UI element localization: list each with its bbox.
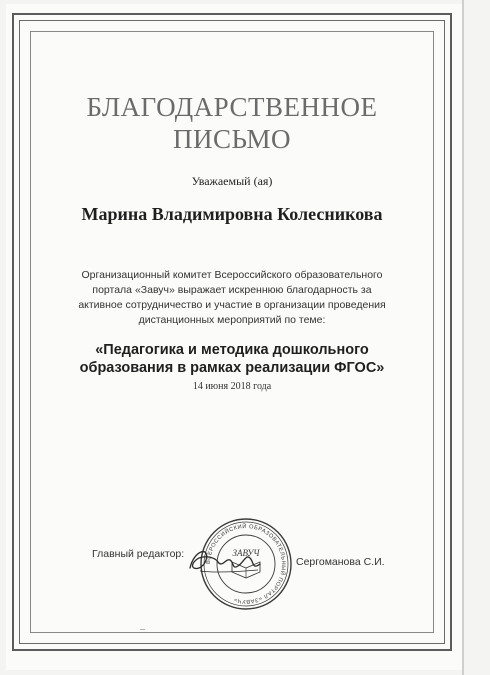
body-line: портала «Завуч» выражает искреннюю благодарность за [92, 284, 372, 296]
scan-mark: – [140, 624, 145, 635]
topic-line: «Педагогика и методика дошкольного [95, 342, 369, 358]
stamp-ring-text: ВСЕРОССИЙСКИЙ ОБРАЗОВАТЕЛЬНЫЙ ПОРТАЛ «ЗАВУЧ» [205, 523, 287, 605]
body-line: дистанционных мероприятий по теме: [138, 314, 326, 326]
handwritten-signature-icon [180, 540, 270, 580]
letter-body [60, 268, 404, 328]
scan-edge [462, 0, 464, 675]
body-line: Организационный комитет Всероссийского образовательного [81, 269, 383, 281]
topic-line: образования в рамках реализации ФГОС» [79, 360, 385, 376]
event-topic [60, 341, 404, 377]
letter-title-line-1: БЛАГОДАРСТВЕННОЕ [86, 92, 378, 122]
recipient-name: Марина Владимировна Колесникова [81, 204, 383, 224]
editor-role-label: Главный редактор: [92, 548, 185, 560]
stamp-center-text: ЗАВУЧ [232, 548, 260, 558]
body-line: активное сотрудничество и участие в организации проведения [78, 299, 386, 311]
letter-date: 14 июня 2018 года [192, 381, 272, 392]
letter-title-line-2: ПИСЬМО [173, 124, 291, 154]
editor-name: Сергоманова С.И. [296, 556, 385, 568]
salutation: Уважаемый (ая) [191, 174, 273, 188]
